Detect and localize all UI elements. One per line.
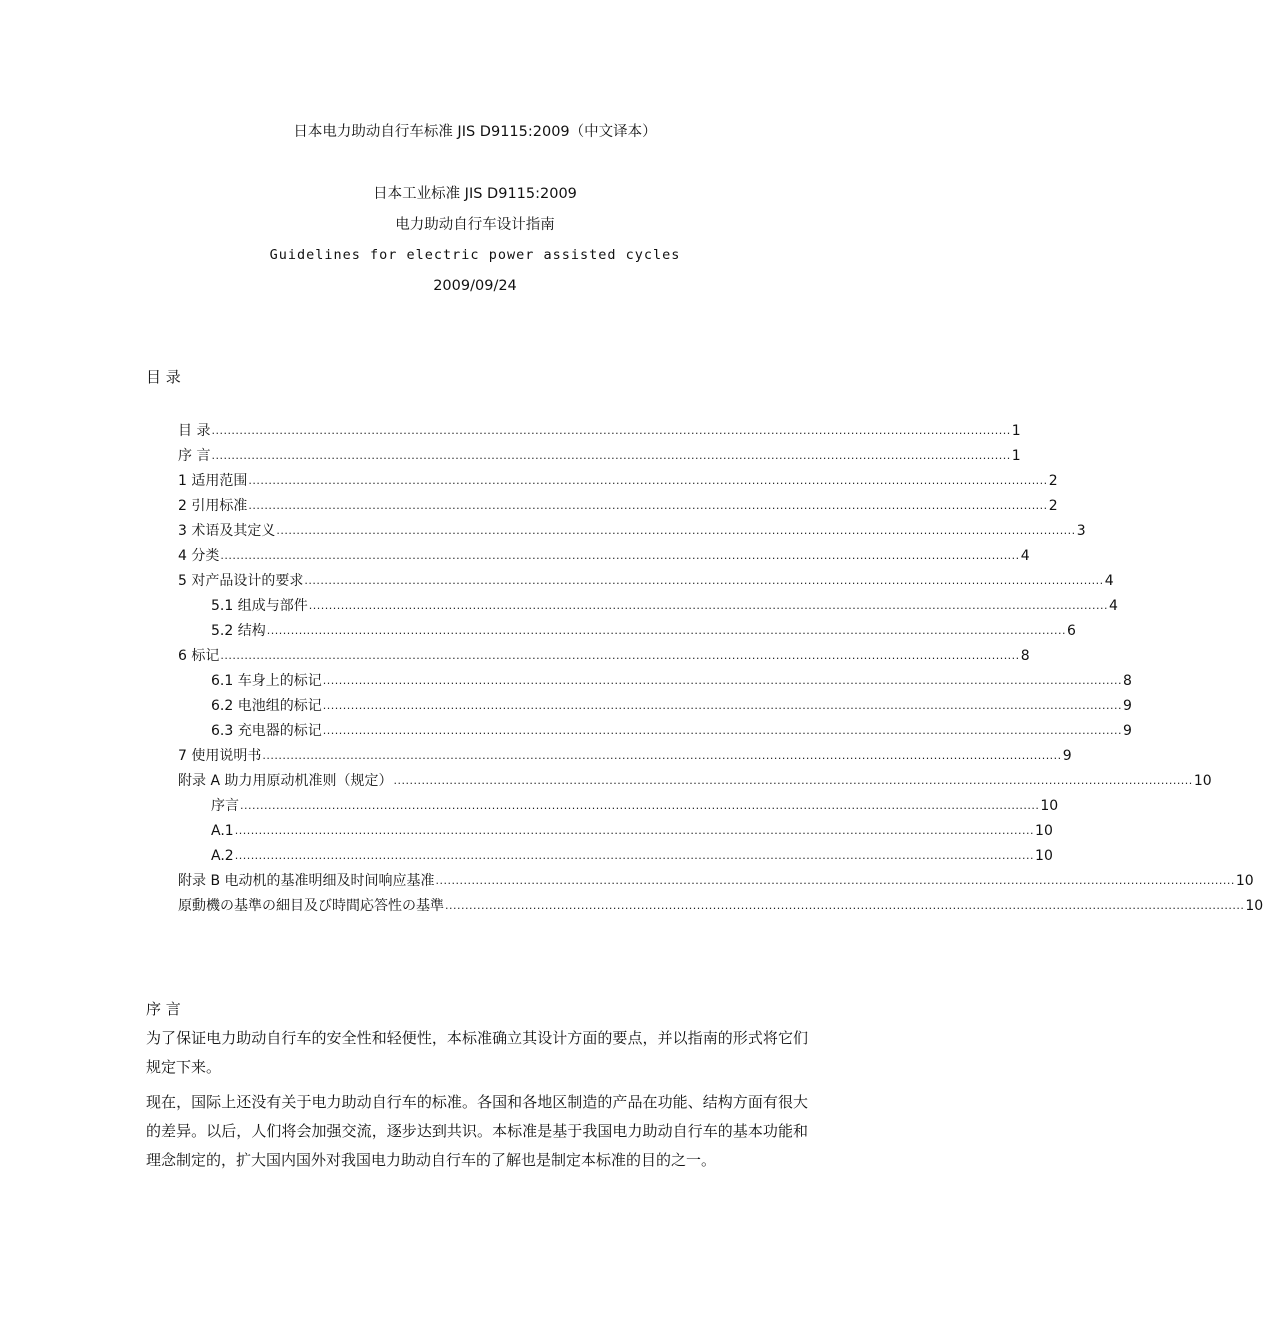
toc-entry-label: 2 引用标准 [178, 498, 248, 514]
toc-entry[interactable] [178, 471, 1058, 491]
toc-entry-page: 10 [1035, 848, 1053, 864]
toc-entry-page: 10 [1245, 898, 1263, 914]
toc-leader-dots: ........................................................................................................................................................................................................ [211, 424, 1011, 437]
toc-entry-page: 9 [1062, 748, 1072, 764]
toc-entry-label: 6.3 充电器的标记 [211, 723, 322, 739]
toc-leader-dots: ........................................................................................................................................................................................................ [445, 899, 1245, 912]
toc-entry-label: 5.1 组成与部件 [211, 598, 308, 614]
toc-leader-dots: ........................................................................................................................................................................................................ [211, 449, 1011, 462]
toc-entry[interactable] [211, 621, 1076, 641]
toc-entry-label: 6 标记 [178, 648, 220, 664]
toc-entry-label: 附录 A 助力用原动机准则（规定） [178, 773, 393, 789]
toc-leader-dots: ........................................................................................................................................................................................................ [248, 499, 1048, 512]
toc-entry-page: 6 [1067, 623, 1076, 639]
toc-leader-dots: ........................................................................................................................................................................................................ [322, 699, 1123, 712]
toc-entry-page: 2 [1048, 473, 1058, 489]
toc-leader-dots: ........................................................................................................................................................................................................ [220, 549, 1020, 562]
toc-entry-label: 6.1 车身上的标记 [211, 673, 322, 689]
standard-number: 日本工业标准 JIS D9115:2009 [373, 186, 577, 202]
toc-entry-page: 1 [1011, 448, 1021, 464]
toc-leader-dots: ........................................................................................................................................................................................................ [234, 824, 1035, 837]
toc-entry[interactable] [178, 521, 1086, 541]
toc-entry-label: 3 术语及其定义 [178, 523, 276, 539]
toc-entry-page: 10 [1040, 798, 1059, 814]
toc-entry-page: 1 [1011, 423, 1021, 439]
toc-leader-dots: ........................................................................................................................................................................................................ [240, 799, 1040, 812]
toc-entry-label: 原動機の基準の細目及び時間応答性の基準 [178, 898, 444, 914]
toc-leader-dots: ........................................................................................................................................................................................................ [266, 624, 1067, 637]
standard-title-chinese: 电力助动自行车设计指南 [395, 217, 555, 233]
toc-entry-label: 5 对产品设计的要求 [178, 573, 304, 589]
toc-entry-label: 1 适用范围 [178, 473, 248, 489]
toc-entry-page: 10 [1235, 873, 1254, 889]
standard-date: 2009/09/24 [433, 278, 517, 294]
toc-entry-page: 3 [1076, 523, 1086, 539]
toc-entry-label: 7 使用说明书 [178, 748, 262, 764]
toc-entry-page: 4 [1104, 573, 1114, 589]
toc-entry[interactable] [211, 671, 1132, 691]
toc-entry-label: 6.2 电池组的标记 [211, 698, 322, 714]
preface-paragraph: 现在，国际上还没有关于电力助动自行车的标准。各国和各地区制造的产品在功能、结构方面有很大的差异。以后，人们将会加强交流，逐步达到共识。本标准是基于我国电力助动自行车的基本功能和理念制定的，扩大国内国外对我国电力助动自行车的了解也是制定本标准的目的之一。 [146, 1093, 808, 1169]
toc-entry[interactable] [178, 746, 1072, 766]
toc-entry-page: 9 [1123, 698, 1132, 714]
toc-entry-label: 目 录 [178, 423, 211, 439]
toc-leader-dots: ........................................................................................................................................................................................................ [262, 749, 1062, 762]
toc-entry-page: 8 [1020, 648, 1030, 664]
toc-heading: 目 录 [146, 368, 181, 386]
toc-entry-label: 4 分类 [178, 548, 220, 564]
toc-entry-label: 附录 B 电动机的基准明细及时间响应基准 [178, 873, 435, 889]
toc-entry-page: 8 [1123, 673, 1132, 689]
toc-entry[interactable] [178, 546, 1030, 566]
toc-entry-label: A.2 [211, 848, 234, 864]
toc-entry[interactable] [211, 596, 1118, 616]
preface-paragraph: 为了保证电力助动自行车的安全性和轻便性，本标准确立其设计方面的要点，并以指南的形式将它们规定下来。 [146, 1029, 808, 1076]
toc-leader-dots: ........................................................................................................................................................................................................ [304, 574, 1104, 587]
toc-entry[interactable] [178, 871, 1254, 891]
toc-entry-page: 9 [1123, 723, 1132, 739]
toc-entry[interactable] [211, 821, 1053, 841]
toc-entry[interactable] [211, 721, 1132, 741]
standard-title-english: Guidelines for electric power assisted cycles [269, 247, 681, 263]
toc-entry-page: 10 [1035, 823, 1053, 839]
toc-entry[interactable] [211, 846, 1053, 866]
toc-entry[interactable] [178, 446, 1021, 466]
toc-entry-label: 序 言 [178, 448, 211, 464]
toc-entry[interactable] [178, 896, 1263, 916]
toc-leader-dots: ........................................................................................................................................................................................................ [220, 649, 1020, 662]
toc-leader-dots: ........................................................................................................................................................................................................ [308, 599, 1109, 612]
toc-entry[interactable] [178, 496, 1058, 516]
toc-leader-dots: ........................................................................................................................................................................................................ [234, 849, 1035, 862]
toc-leader-dots: ........................................................................................................................................................................................................ [276, 524, 1076, 537]
toc-entry[interactable] [178, 421, 1021, 441]
toc-entry-page: 4 [1020, 548, 1030, 564]
toc-entry-label: A.1 [211, 823, 234, 839]
toc-entry-page: 2 [1048, 498, 1058, 514]
toc-entry[interactable] [211, 696, 1132, 716]
toc-entry[interactable] [178, 571, 1114, 591]
toc-entry-page: 10 [1193, 773, 1212, 789]
toc-entry[interactable] [178, 771, 1212, 791]
toc-entry-label: 5.2 结构 [211, 623, 266, 639]
preface-heading: 序 言 [146, 1000, 181, 1018]
toc-leader-dots: ........................................................................................................................................................................................................ [322, 674, 1123, 687]
toc-leader-dots: ........................................................................................................................................................................................................ [322, 724, 1123, 737]
toc-entry[interactable] [211, 796, 1059, 816]
toc-leader-dots: ........................................................................................................................................................................................................ [248, 474, 1048, 487]
document-header-title: 日本电力助动自行车标准 JIS D9115:2009（中文译本） [293, 124, 657, 140]
toc-entry-label: 序言 [211, 798, 239, 814]
toc-leader-dots: ........................................................................................................................................................................................................ [393, 774, 1193, 787]
toc-entry[interactable] [178, 646, 1030, 666]
toc-entry-page: 4 [1109, 598, 1118, 614]
toc-leader-dots: ........................................................................................................................................................................................................ [435, 874, 1235, 887]
